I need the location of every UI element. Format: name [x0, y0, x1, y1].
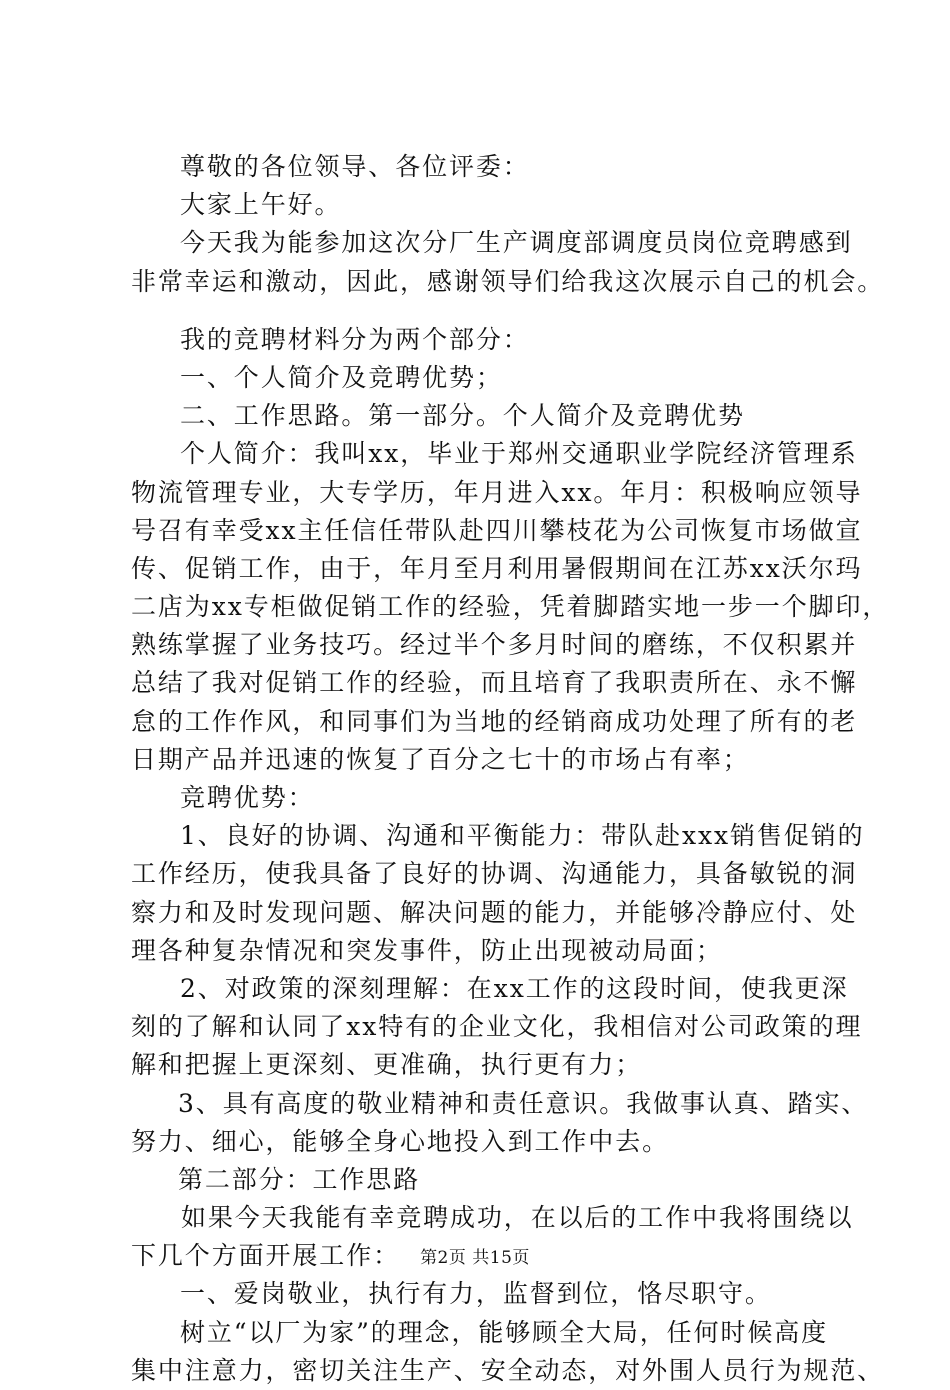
- paragraph-line: 二店为xx专柜做促销工作的经验，凭着脚踏实地一步一个脚印，: [131, 592, 890, 622]
- paragraph-line: 理各种复杂情况和突发事件，防止出现被动局面；: [131, 935, 723, 965]
- paragraph-line: 我的竞聘材料分为两个部分：: [180, 324, 530, 354]
- salutation-line: 尊敬的各位领导、各位评委：: [180, 152, 530, 181]
- page-number-footer: 第2页 共15页: [420, 1248, 530, 1268]
- paragraph-line: 集中注意力，密切关注生产、安全动态，对外围人员行为规范、: [131, 1355, 885, 1385]
- paragraph-line: 解和把握上更深刻、更准确，执行更有力；: [131, 1050, 643, 1080]
- paragraph-line: 努力、细心，能够全身心地投入到工作中去。: [131, 1126, 670, 1156]
- paragraph-line: 工作经历，使我具备了良好的协调、沟通能力，具备敏锐的洞: [131, 859, 858, 889]
- paragraph-line: 日期产品并迅速的恢复了百分之七十的市场占有率；: [131, 744, 750, 774]
- greeting-line: 大家上午好。: [180, 190, 342, 220]
- paragraph-line: 下几个方面开展工作：: [131, 1241, 401, 1271]
- paragraph-line: 号召有幸受xx主任信任带队赴四川攀枝花为公司恢复市场做宣: [131, 515, 863, 545]
- paragraph-line: 个人简介：我叫xx，毕业于郑州交通职业学院经济管理系: [180, 439, 858, 469]
- paragraph-gap: [131, 301, 851, 321]
- paragraph-line: 2、对政策的深刻理解：在xx工作的这段时间，使我更深: [180, 973, 849, 1003]
- paragraph-line: 3、具有高度的敬业精神和责任意识。我做事认真、踏实、: [178, 1088, 869, 1118]
- paragraph-line: 一、爱岗敬业，执行有力，监督到位，恪尽职守。: [180, 1279, 772, 1309]
- paragraph-line: 物流管理专业，大专学历，年月进入xx。年月：积极响应领导: [131, 477, 863, 507]
- paragraph-line: 树立“以厂为家”的理念，能够顾全大局，任何时候高度: [180, 1317, 829, 1347]
- paragraph-line: 二、工作思路。第一部分。个人简介及竞聘优势: [180, 401, 745, 431]
- paragraph-line: 传、促销工作，由于，年月至月利用暑假期间在江苏xx沃尔玛: [131, 553, 863, 583]
- section-heading: 第二部分：工作思路: [178, 1164, 421, 1194]
- paragraph-line: 非常幸运和激动，因此，感谢领导们给我这次展示自己的机会。: [131, 266, 885, 296]
- paragraph-line: 如果今天我能有幸竞聘成功，在以后的工作中我将围绕以: [181, 1203, 854, 1233]
- paragraph-line: 今天我为能参加这次分厂生产调度部调度员岗位竞聘感到: [180, 228, 853, 258]
- paragraph-line: 总结了我对促销工作的经验，而且培育了我职责所在、永不懈: [131, 668, 858, 698]
- paragraph-line: 熟练掌握了业务技巧。经过半个多月时间的磨练，不仅积累并: [131, 630, 858, 660]
- paragraph-line: 一、个人简介及竞聘优势；: [180, 362, 503, 392]
- paragraph-line: 1、良好的协调、沟通和平衡能力：带队赴xxx销售促销的: [180, 821, 865, 851]
- paragraph-line: 刻的了解和认同了xx特有的企业文化，我相信对公司政策的理: [131, 1012, 863, 1042]
- document-body: [131, 148, 890, 1390]
- section-heading: 竞聘优势：: [180, 783, 315, 812]
- paragraph-line: 察力和及时发现问题、解决问题的能力，并能够冷静应付、处: [131, 897, 858, 927]
- paragraph-line: 怠的工作作风，和同事们为当地的经销商成功处理了所有的老: [131, 706, 858, 736]
